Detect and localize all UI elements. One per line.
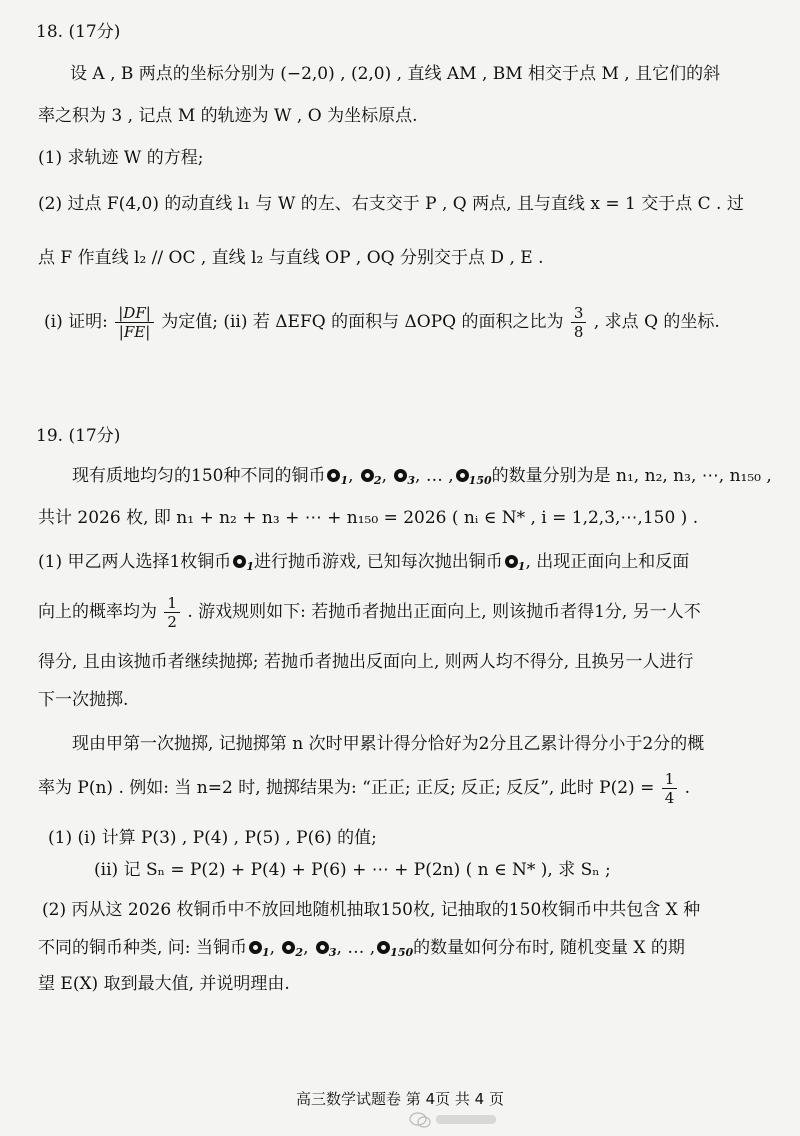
q19-header: 19. (17分): [36, 426, 121, 446]
q19-p1-line1b: 进行抛币游戏, 已知每次抛出铜币: [253, 552, 503, 572]
coin-icon: [327, 469, 340, 482]
q19-p1-line3: 得分, 且由该抛币者继续抛掷; 若抛币者抛出反面向上, 则两人均不得分, 且换另一人进行: [38, 652, 694, 672]
coin-icon: [316, 941, 329, 954]
fraction-denominator: 4: [664, 789, 675, 807]
q18-part2-line1: (2) 过点 F(4,0) 的动直线 l₁ 与 W 的左、右支交于 P , Q 两点, 且与直线 x = 1 交于点 C . 过: [38, 194, 744, 214]
q19-p1-line4: 下一次抛掷.: [38, 690, 129, 710]
q19-p1-line2b: . 游戏规则如下: 若抛币者抛出正面向上, 则该抛币者得1分, 另一人不: [187, 602, 701, 622]
fraction-denominator: 2: [167, 613, 177, 631]
fraction-numerator: 1: [164, 594, 180, 613]
q19-intro-line1: 现有质地均匀的150种不同的铜币 1, 2, 3, … , 150的数量分别为是 n₁, n₂, n₃, ⋯, n₁₅₀ ,: [72, 466, 772, 487]
q19-intro-b: 的数量分别为是 n₁, n₂, n₃, ⋯, n₁₅₀ ,: [491, 466, 772, 486]
q18-part2-line2: 点 F 作直线 l₂ // OC , 直线 l₂ 与直线 OP , OQ 分别交于点 D , E .: [38, 248, 544, 268]
coin-index: 3: [407, 474, 416, 487]
q19-p1-line6: [38, 766, 800, 812]
q19-intro-a: 现有质地均匀的150种不同的铜币: [72, 466, 326, 486]
q18-part1: (1) 求轨迹 W 的方程;: [38, 148, 204, 168]
q18-part2-subquestions: [44, 300, 800, 346]
coin-ellipsis: , … ,: [336, 938, 376, 958]
coin-icon: [505, 555, 518, 568]
fraction-numerator: |DF|: [115, 304, 154, 323]
q19-p1-line6b: .: [684, 778, 691, 798]
q19-sub-i: (1) (i) 计算 P(3) , P(4) , P(5) , P(6) 的值;: [48, 828, 377, 848]
coin-index: 1: [517, 560, 526, 573]
coin-index: 1: [340, 474, 349, 487]
q19-p1-line1a: (1) 甲乙两人选择1枚铜币: [38, 552, 232, 572]
wechat-watermark-icon: [408, 1108, 508, 1130]
q18-header: 18. (17分): [36, 22, 121, 42]
q19-p1-line6a: 率为 P(n) . 例如: 当 n=2 时, 抛掷结果为: “正正; 正反; 反正; 反反”, 此时 P(2) =: [38, 778, 655, 798]
q19-p2-line2b: 的数量如何分布时, 随机变量 X 的期: [413, 938, 685, 958]
half-fraction: [164, 594, 180, 631]
coin-index: 150: [468, 474, 492, 487]
q18-sub-ii-text: 为定值; (ii) 若 ΔEFQ 的面积与 ΔOPQ 的面积之比为: [161, 312, 564, 332]
q19-p2-line2a: 不同的铜币种类, 问: 当铜币: [38, 938, 247, 958]
q18-intro-line2: 率之积为 3 , 记点 M 的轨迹为 W , O 为坐标原点.: [38, 106, 418, 126]
q19-p1-line5: 现由甲第一次抛掷, 记抛掷第 n 次时甲累计得分恰好为2分且乙累计得分小于2分的概: [72, 734, 705, 754]
quarter-fraction: [662, 770, 678, 807]
coin-index: 2: [295, 946, 304, 959]
coin-index: 3: [328, 946, 337, 959]
df-over-fe-fraction: [115, 304, 154, 341]
fraction-denominator: 8: [573, 323, 584, 341]
coin-index: 2: [373, 474, 382, 487]
area-ratio-fraction: [571, 304, 587, 341]
coin-index: 1: [261, 946, 270, 959]
q19-intro-line2: 共计 2026 枚, 即 n₁ + n₂ + n₃ + ⋯ + n₁₅₀ = 2026 ( nᵢ ∈ N* , i = 1,2,3,⋯,150 ) .: [38, 508, 699, 528]
coin-icon: [282, 941, 295, 954]
fraction-numerator: 3: [571, 304, 587, 323]
q19-p1-line1: [38, 550, 800, 579]
coin-icon: [377, 941, 390, 954]
coin-icon: [456, 469, 469, 482]
page-footer: 高三数学试题卷 第 4页 共 4 页: [296, 1090, 504, 1108]
q19-p1-line1c: , 出现正面向上和反面: [525, 552, 690, 572]
coin-icon: [233, 555, 246, 568]
q18-sub-i-label: (i) 证明:: [44, 312, 108, 332]
fraction-denominator: |FE|: [118, 323, 151, 341]
q18-sub-ii-tail: , 求点 Q 的坐标.: [593, 312, 720, 332]
q19-p2-line2: 不同的铜币种类, 问: 当铜币 1, 2, 3, … , 150的数量如何分布时, 随机变量 X 的期: [38, 938, 685, 959]
coin-icon: [361, 469, 374, 482]
q19-p2-line3: 望 E(X) 取到最大值, 并说明理由.: [38, 974, 290, 994]
q19-p2-line1: (2) 丙从这 2026 枚铜币中不放回地随机抽取150枚, 记抽取的150枚铜币中共包含 X 种: [42, 900, 701, 920]
coin-icon: [394, 469, 407, 482]
q19-sub-ii: (ii) 记 Sₙ = P(2) + P(4) + P(6) + ⋯ + P(2n) ( n ∈ N* ), 求 Sₙ ;: [94, 860, 611, 880]
coin-ellipsis: , … ,: [415, 466, 454, 486]
coin-index: 1: [246, 560, 254, 573]
q19-p1-line2: [38, 590, 800, 636]
fraction-numerator: 1: [662, 770, 678, 789]
coin-index: 150: [390, 946, 414, 959]
coin-icon: [249, 941, 262, 954]
q18-intro-line1: 设 A , B 两点的坐标分别为 (−2,0) , (2,0) , 直线 AM , BM 相交于点 M , 且它们的斜: [70, 64, 721, 84]
q19-p1-line2a: 向上的概率均为: [38, 602, 157, 622]
